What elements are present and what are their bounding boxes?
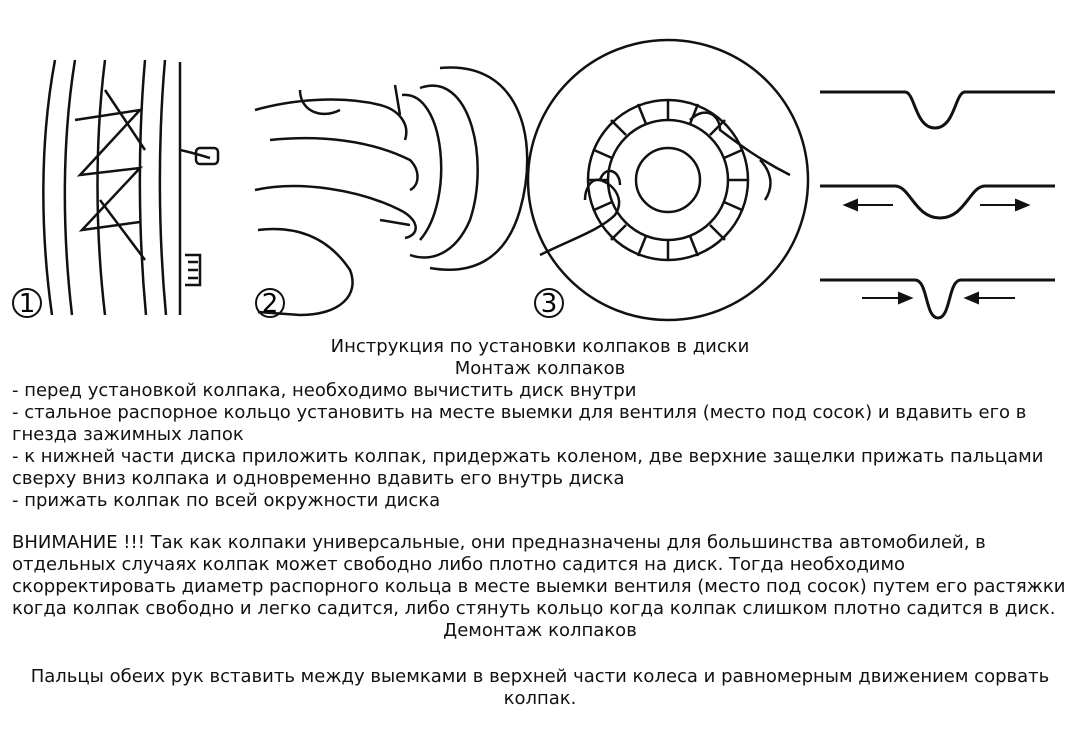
remove-heading: Демонтаж колпаков [443,620,637,641]
figure-3-hubcap [528,40,808,320]
arrows-compress-inward [862,293,1015,303]
illustrations [0,0,1080,330]
figure-3-label [535,289,563,319]
install-heading: Монтаж колпаков [454,358,626,379]
arrows-stretch-outward [845,200,1028,210]
install-step-1: - перед установкой колпака, необходимо вычистить диск внутри [12,380,637,401]
ring-diagram-compress [820,280,1055,318]
warning-paragraph: ВНИМАНИЕ !!! Так как колпаки универсальные, они предназначены для большинства автомобилей, в отдельных случаях колпак может свободно либо плотно садится на диск. Тогда необходимо скорректировать диаметр распорного кольца в месте выемки вентиля (место под сосок) путем его растяжки когда колпак свободно и легко садится, либо стянуть кольцо когда колпак слишком плотно садится в диск. [12,532,1066,619]
figure-2-hands-wheel [255,67,527,315]
figure-1-label [13,289,41,319]
figure-2-number: 2 [261,289,279,319]
remove-text: Пальцы обеих рук вставить между выемками в верхней части колеса и равномерным движением сорвать колпак. [30,666,1050,709]
instruction-text [0,336,1080,710]
document-title: Инструкция по установки колпаков в диски [330,336,750,357]
ring-diagram-normal [820,92,1055,128]
install-step-2: - стальное распорное кольцо установить на месте выемки для вентиля (место под сосок) и вдавить его в гнезда зажимных лапок [12,402,1027,445]
figure-3-number: 3 [540,289,558,319]
install-step-3: - к нижней части диска приложить колпак, придержать коленом, две верхние защелки прижать пальцами сверху вниз колпака и одновременно вдавить его внутрь диска [12,446,1044,489]
install-step-4: - прижать колпак по всей окружности диска [12,490,441,511]
figure-1-wheel-section [43,60,218,315]
figure-1-number: 1 [18,289,36,319]
